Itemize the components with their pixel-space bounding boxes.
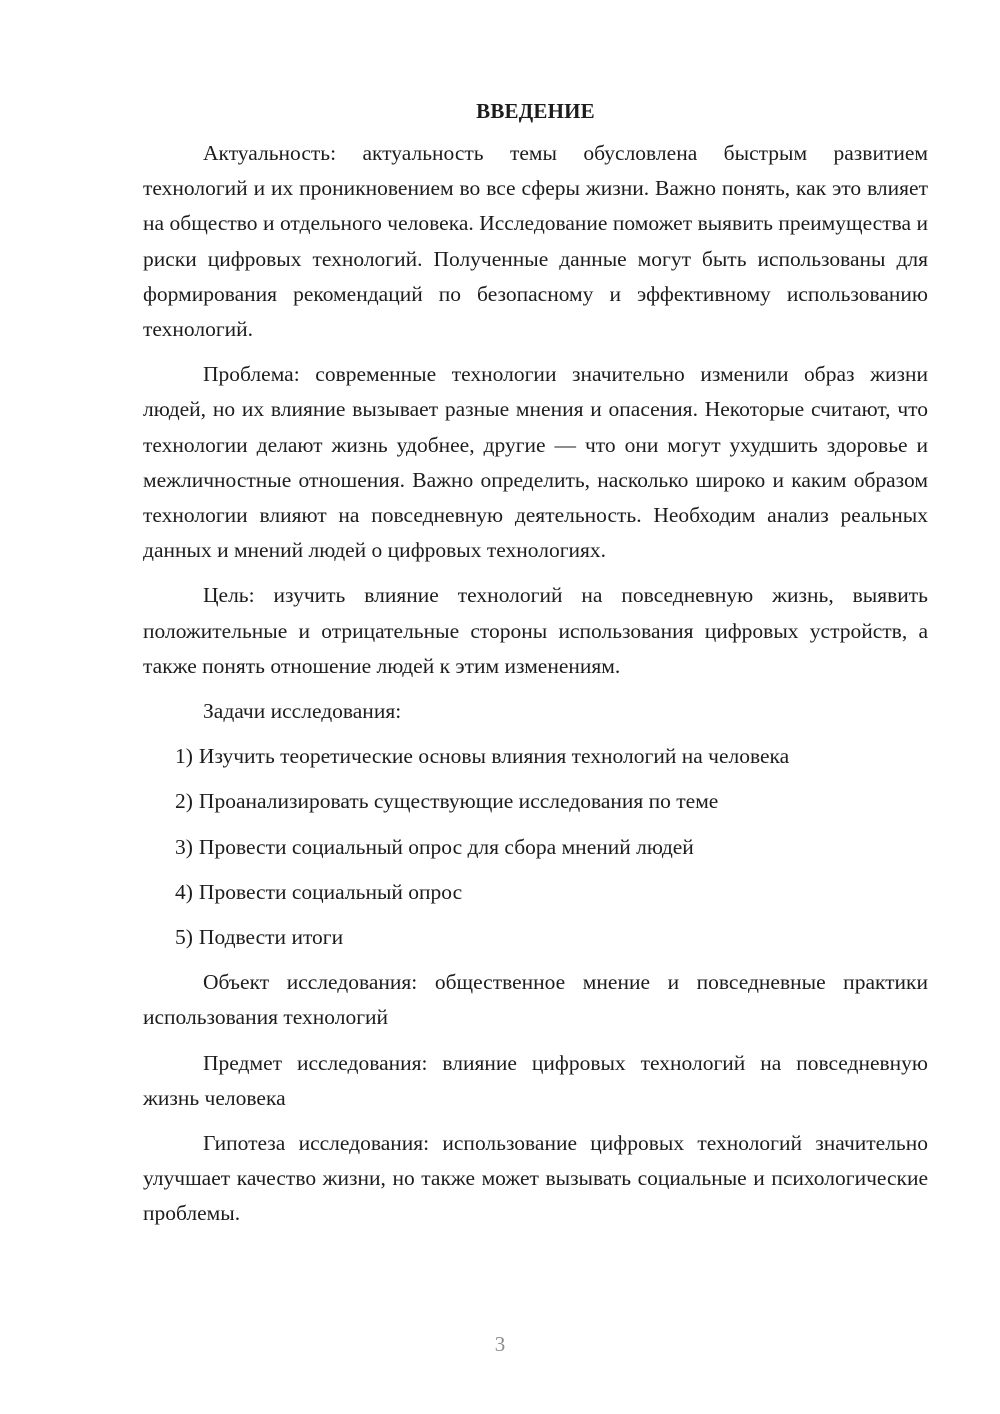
list-item-text: Провести социальный опрос для сбора мнений людей	[198, 834, 694, 859]
list-item	[143, 784, 928, 819]
list-item-number: 2)	[175, 789, 193, 814]
page-title: ВВЕДЕНИЕ	[476, 99, 595, 123]
list-item-number: 3)	[175, 834, 193, 859]
paragraph-hypothesis: Гипотеза исследования: использование цифровых технологий значительно улучшает качество жизни, но также может вызывать социальные и психологические проблемы.	[143, 1131, 928, 1226]
paragraph-problem: Проблема: современные технологии значительно изменили образ жизни людей, но их влияние вызывает разные мнения и опасения. Некоторые считают, что технологии делают жизнь удобнее, другие — что они могут ухудшить здоровье и межличностные отношения. Важно определить, насколько широко и каким образом технологии влияют на повседневную деятельность. Необходим анализ реальных данных и мнений людей о цифровых технологиях.	[143, 362, 928, 563]
paragraph-relevance: Актуальность: актуальность темы обусловлена быстрым развитием технологий и их проникновением во все сферы жизни. Важно понять, как это влияет на общество и отдельного человека. Исследование поможет выявить преимущества и риски цифровых технологий. Полученные данные могут быть использованы для формирования рекомендаций по безопасному и эффективному использованию технологий.	[143, 141, 928, 342]
list-item	[143, 739, 928, 774]
tasks-list	[143, 739, 928, 955]
list-item-number: 5)	[175, 925, 193, 950]
list-item-text: Провести социальный опрос	[198, 879, 463, 904]
list-item	[143, 875, 928, 910]
list-item-number: 1)	[175, 744, 193, 769]
list-item	[143, 920, 928, 955]
list-item-text: Подвести итоги	[198, 925, 344, 950]
page-number: 3	[494, 1332, 506, 1356]
paragraph-goal: Цель: изучить влияние технологий на повседневную жизнь, выявить положительные и отрицательные стороны использования цифровых устройств, а также понять отношение людей к этим изменениям.	[143, 583, 928, 678]
page-content	[143, 96, 928, 1242]
tasks-title: Задачи исследования:	[203, 699, 402, 724]
list-item-text: Проанализировать существующие исследования по теме	[198, 789, 719, 814]
paragraph-subject: Предмет исследования: влияние цифровых технологий на повседневную жизнь человека	[143, 1050, 928, 1110]
paragraph-object: Объект исследования: общественное мнение и повседневные практики использования технологий	[143, 970, 928, 1030]
list-item-text: Изучить теоретические основы влияния технологий на человека	[198, 744, 790, 769]
list-item	[143, 830, 928, 865]
list-item-number: 4)	[175, 879, 193, 904]
